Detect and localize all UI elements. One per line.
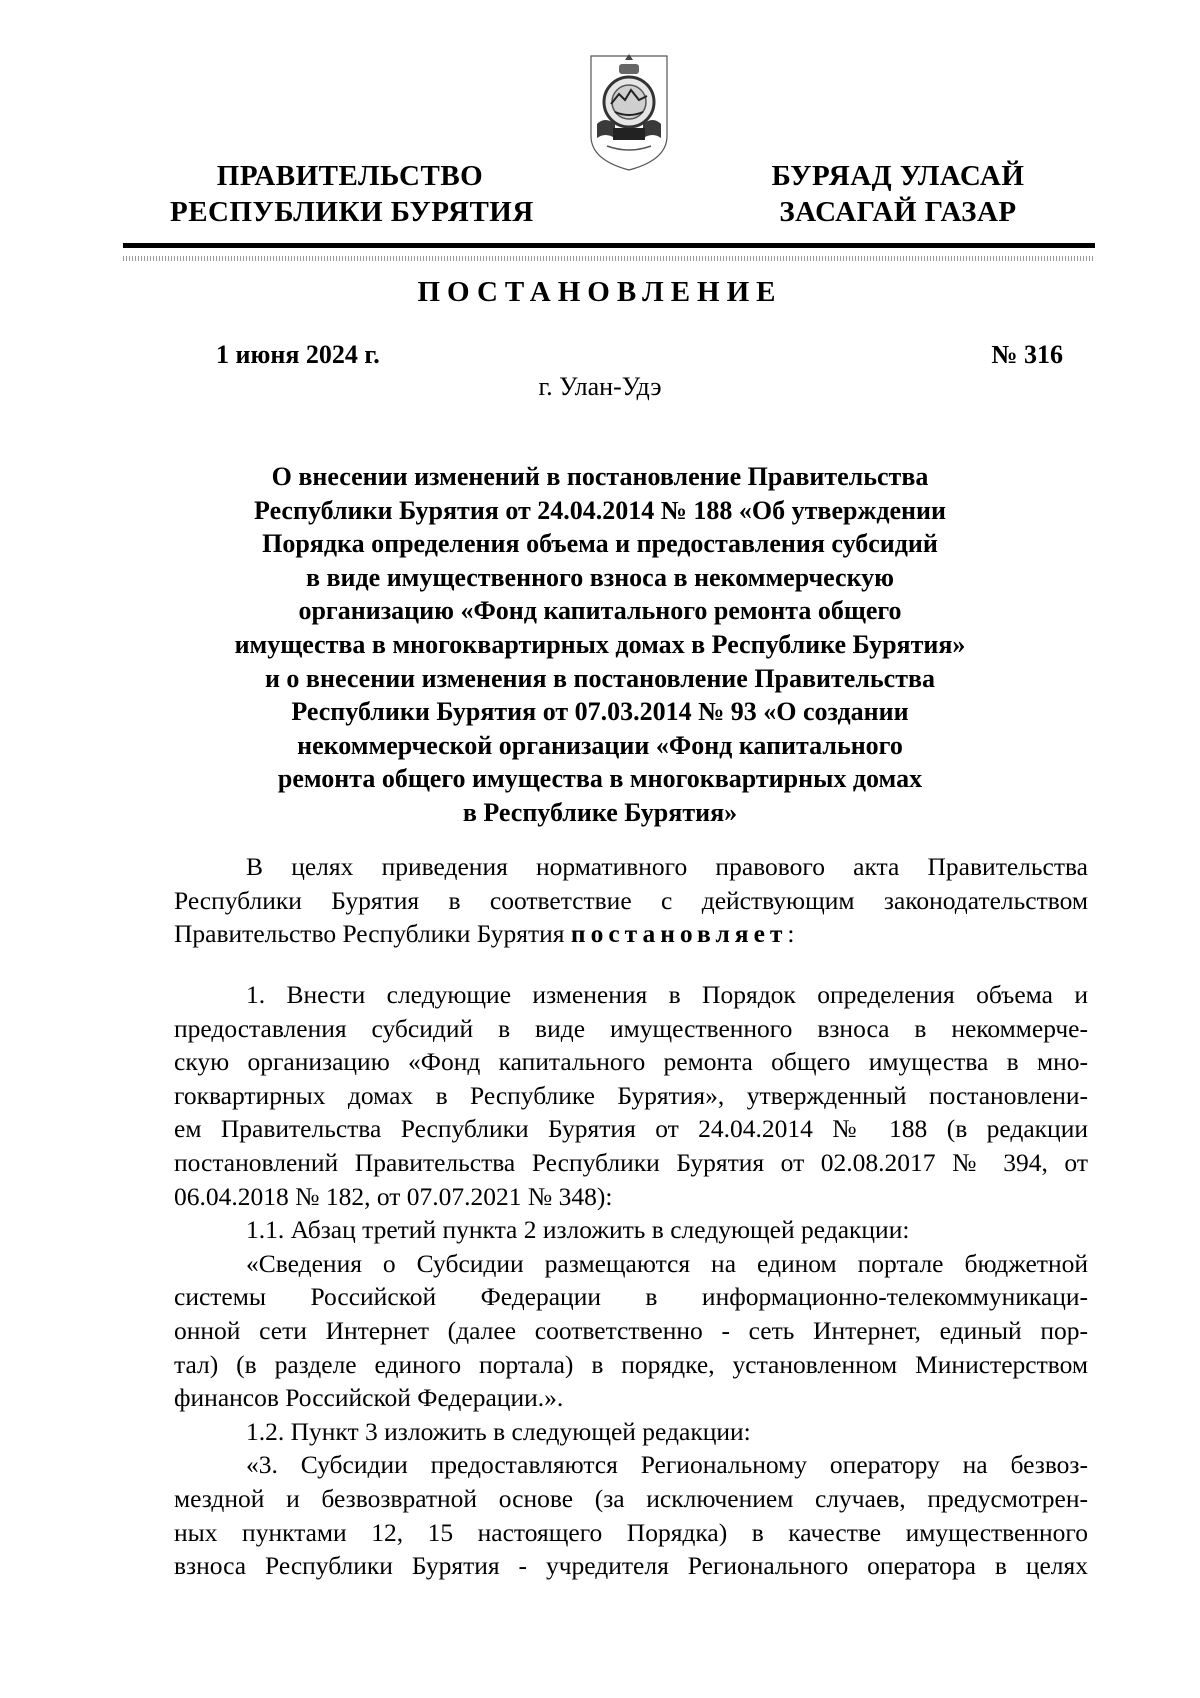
preamble-paragraph	[174, 850, 1088, 951]
preamble-line	[174, 917, 1088, 951]
body-line: тал) (в разделе единого портала) в порядке, установленном Министерством	[174, 1349, 1088, 1379]
body-line: финансов Российской Федерации.».	[174, 1383, 564, 1413]
body-line: «3. Субсидии предоставляются Региональному оператору на безвоз-	[246, 1450, 1088, 1480]
body-line: 1.2. Пункт 3 изложить в следующей редакции:	[246, 1416, 751, 1446]
title-line: имущества в многоквартирных домах в Республике Бурятия»	[234, 629, 966, 659]
document-city: г. Улан-Удэ	[538, 372, 662, 401]
document-title	[140, 460, 1060, 830]
org-name-russian-line2: РЕСПУБЛИКИ БУРЯТИЯ	[170, 196, 534, 228]
title-line: Республики Бурятия от 24.04.2014 № 188 «Об утверждении	[254, 495, 946, 525]
body-line: «Сведения о Субсидии размещаются на едином портале бюджетной	[246, 1248, 1088, 1278]
body-line: предоставления субсидий в виде имущественного взноса в некоммерче-	[174, 1013, 1088, 1043]
header-divider-thick	[123, 243, 1095, 248]
letterhead	[0, 0, 1200, 240]
preamble-emphasis: постановляет	[570, 919, 788, 949]
title-line: в виде имущественного взноса в некоммерческую	[305, 562, 895, 592]
preamble-line: В целях приведения нормативного правового акта Правительства	[246, 852, 1088, 881]
coat-of-arms-icon	[585, 50, 673, 172]
title-line: и о внесении изменения в постановление Правительства	[264, 663, 936, 693]
title-line: организацию «Фонд капитального ремонта общего	[298, 596, 902, 626]
body-line: системы Российской Федерации в информационно-телекоммуникаци-	[174, 1282, 1088, 1312]
preamble-prefix: Правительство Республики Бурятия	[174, 919, 571, 949]
org-name-buryat	[748, 158, 1048, 230]
title-line: О внесении изменений в постановление Правительства	[271, 462, 929, 491]
body-paragraphs	[174, 978, 1088, 1583]
body-line: 06.04.2018 № 182, от 07.07.2021 № 348):	[174, 1181, 613, 1211]
org-name-russian	[170, 158, 534, 230]
header-divider-thin	[123, 256, 1095, 261]
body-line: мездной и безвозвратной основе (за исключением случаев, предусмотрен-	[174, 1483, 1088, 1513]
document-date: 1 июня 2024 г.	[216, 340, 380, 369]
org-name-buryat-line1: БУРЯАД УЛАСАЙ	[771, 160, 1025, 192]
title-line: ремонта общего имущества в многоквартирных домах	[277, 764, 923, 794]
org-name-russian-line1: ПРАВИТЕЛЬСТВО	[216, 160, 484, 192]
document-type: ПОСТАНОВЛЕНИЕ	[417, 276, 783, 308]
body-line: взноса Республики Бурятия - учредителя Регионального оператора в целях	[174, 1551, 1088, 1581]
body-line: ем Правительства Республики Бурятия от 24.04.2014 № 188 (в редакции	[174, 1114, 1088, 1144]
preamble-line: Республики Бурятия в соответствие с действующим законодательством	[174, 885, 1088, 915]
body-line: постановлений Правительства Республики Бурятия от 02.08.2017 № 394, от	[174, 1147, 1088, 1177]
body-line: скую организацию «Фонд капитального ремонта общего имущества в мно-	[174, 1047, 1088, 1077]
body-line: ных пунктами 12, 15 настоящего Порядка) в качестве имущественного	[174, 1517, 1088, 1547]
body-line: онной сети Интернет (далее соответственно - сеть Интернет, единый пор-	[174, 1315, 1088, 1345]
title-line: в Республике Бурятия»	[462, 797, 738, 827]
document-number: № 316	[991, 340, 1063, 369]
title-line: Республики Бурятия от 07.03.2014 № 93 «О создании	[291, 697, 909, 727]
org-name-buryat-line2: ЗАСАГАЙ ГАЗАР	[779, 196, 1017, 228]
body-line: гоквартирных домах в Республике Бурятия», утвержденный постановлени-	[174, 1080, 1088, 1110]
body-line: 1. Внести следующие изменения в Порядок определения объема и	[246, 980, 1088, 1009]
title-line: Порядка определения объема и предоставления субсидий	[262, 529, 938, 559]
body-line: 1.1. Абзац третий пункта 2 изложить в следующей редакции:	[246, 1215, 910, 1245]
preamble-suffix: :	[787, 919, 795, 949]
title-line: некоммерческой организации «Фонд капитального	[297, 730, 903, 760]
